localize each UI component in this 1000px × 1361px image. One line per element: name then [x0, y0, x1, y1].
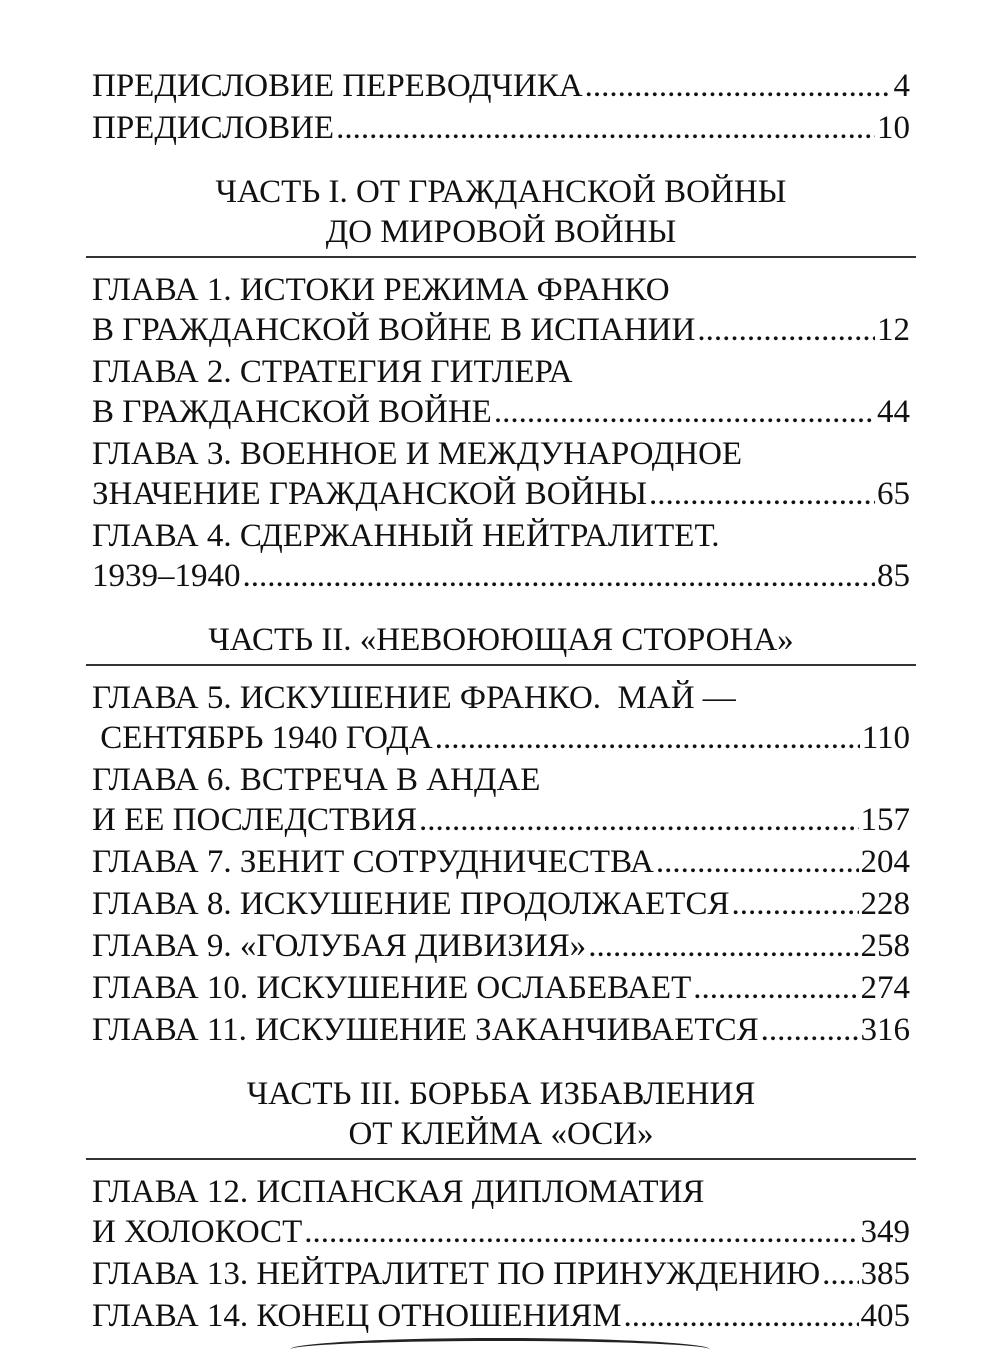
dot-leader [693, 968, 858, 1008]
entry-title: ПРЕДИСЛОВИЕ ПЕРЕВОДЧИКА [92, 68, 583, 104]
toc-entry-chapter-6 [92, 760, 910, 840]
toc-entry-chapter-4 [92, 516, 910, 596]
entry-page: 204 [860, 844, 910, 880]
part-heading-line: ДО МИРОВОЙ ВОЙНЫ [325, 214, 677, 250]
entry-title: ГЛАВА 14. КОНЕЦ ОТНОШЕНИЯМ [92, 1298, 622, 1334]
toc-entry-chapter-1 [92, 270, 910, 350]
dot-leader [822, 1254, 858, 1294]
entry-title-line1: ГЛАВА 2. СТРАТЕГИЯ ГИТЛЕРА [92, 354, 573, 390]
entry-title: ГЛАВА 13. НЕЙТРАЛИТЕТ ПО ПРИНУЖДЕНИЮ [92, 1256, 821, 1292]
table-of-contents [92, 66, 910, 1338]
dot-leader [656, 842, 859, 882]
entry-title: ГЛАВА 8. ИСКУШЕНИЕ ПРОДОЛЖАЕТСЯ [92, 886, 730, 922]
dot-leader [697, 310, 875, 350]
toc-entry-chapter-7 [92, 842, 910, 882]
toc-entry-chapter-9 [92, 926, 910, 966]
entry-title: ГЛАВА 7. ЗЕНИТ СОТРУДНИЧЕСТВА [92, 844, 654, 880]
entry-title-line2: И ХОЛОКОСТ [92, 1214, 303, 1250]
dot-leader [243, 556, 876, 596]
dot-leader [435, 718, 860, 758]
entry-title-line1: ГЛАВА 4. СДЕРЖАННЫЙ НЕЙТРАЛИТЕТ. [92, 518, 720, 554]
dot-leader [304, 1212, 858, 1252]
part-heading-line: ЧАСТЬ II. «НЕВОЮЮЩАЯ СТОРОНА» [208, 622, 794, 658]
dot-leader [588, 926, 858, 966]
entry-page: 10 [877, 110, 910, 146]
dot-leader [336, 108, 875, 148]
entry-page: 110 [861, 720, 910, 756]
dot-leader [761, 1010, 859, 1050]
entry-page: 258 [860, 928, 910, 964]
entry-page: 405 [860, 1298, 910, 1334]
entry-page: 157 [860, 802, 910, 838]
entry-title-line1: ГЛАВА 1. ИСТОКИ РЕЖИМА ФРАНКО [92, 272, 670, 308]
toc-entry-chapter-3 [92, 434, 910, 514]
toc-entry-chapter-10 [92, 968, 910, 1008]
toc-entry-chapter-8 [92, 884, 910, 924]
toc-entry-preface [92, 108, 910, 148]
toc-entry-chapter-12 [92, 1172, 910, 1252]
entry-page: 316 [860, 1012, 910, 1048]
entry-page: 85 [877, 558, 910, 594]
toc-entry-translator-preface [92, 66, 910, 106]
part-heading-line: ЧАСТЬ III. БОРЬБА ИЗБАВЛЕНИЯ [246, 1076, 756, 1112]
toc-entry-chapter-5 [92, 678, 910, 758]
entry-page: 65 [877, 476, 910, 512]
entry-title-line2: 1939–1940 [92, 558, 241, 594]
entry-title: ПРЕДИСЛОВИЕ [92, 110, 335, 146]
entry-title-line2: СЕНТЯБРЬ 1940 ГОДА [92, 720, 433, 756]
entry-title: ГЛАВА 10. ИСКУШЕНИЕ ОСЛАБЕВАЕТ [92, 970, 692, 1006]
entry-page: 228 [860, 886, 910, 922]
part-heading-line: ОТ КЛЕЙМА «ОСИ» [348, 1116, 654, 1152]
entry-title-line1: ГЛАВА 5. ИСКУШЕНИЕ ФРАНКО. МАЙ — [92, 680, 736, 716]
entry-page: 274 [860, 970, 910, 1006]
entry-title-line2: ЗНАЧЕНИЕ ГРАЖДАНСКОЙ ВОЙНЫ [92, 476, 648, 512]
entry-page: 4 [893, 68, 910, 104]
part-heading-3 [86, 1074, 916, 1160]
entry-page: 385 [860, 1256, 910, 1292]
entry-title-line2: В ГРАЖДАНСКОЙ ВОЙНЕ [92, 394, 492, 430]
toc-entry-chapter-14 [92, 1296, 910, 1336]
entry-title-line1: ГЛАВА 3. ВОЕННОЕ И МЕЖДУНАРОДНОЕ [92, 436, 743, 472]
dot-leader [649, 474, 875, 514]
dot-leader [624, 1296, 859, 1336]
entry-title-line2: В ГРАЖДАНСКОЙ ВОЙНЕ В ИСПАНИИ [92, 312, 696, 348]
toc-entry-chapter-11 [92, 1010, 910, 1050]
dot-leader [419, 800, 859, 840]
entry-title-line2: И ЕЕ ПОСЛЕДСТВИЯ [92, 802, 417, 838]
toc-entry-chapter-13 [92, 1254, 910, 1294]
entry-title: ГЛАВА 11. ИСКУШЕНИЕ ЗАКАНЧИВАЕТСЯ [92, 1012, 759, 1048]
entry-page: 44 [877, 394, 910, 430]
toc-entry-chapter-2 [92, 352, 910, 432]
dot-leader [732, 884, 859, 924]
entry-title-line1: ГЛАВА 6. ВСТРЕЧА В АНДАЕ [92, 762, 541, 798]
dot-leader [494, 392, 875, 432]
part-heading-2 [86, 620, 916, 666]
entry-page: 12 [877, 312, 910, 348]
page-curve-edge [290, 1338, 710, 1361]
entry-title-line1: ГЛАВА 12. ИСПАНСКАЯ ДИПЛОМАТИЯ [92, 1174, 705, 1210]
part-heading-1 [86, 172, 916, 258]
part-heading-line: ЧАСТЬ I. ОТ ГРАЖДАНСКОЙ ВОЙНЫ [215, 174, 787, 210]
entry-page: 349 [860, 1214, 910, 1250]
entry-title: ГЛАВА 9. «ГОЛУБАЯ ДИВИЗИЯ» [92, 928, 587, 964]
dot-leader [585, 66, 892, 106]
